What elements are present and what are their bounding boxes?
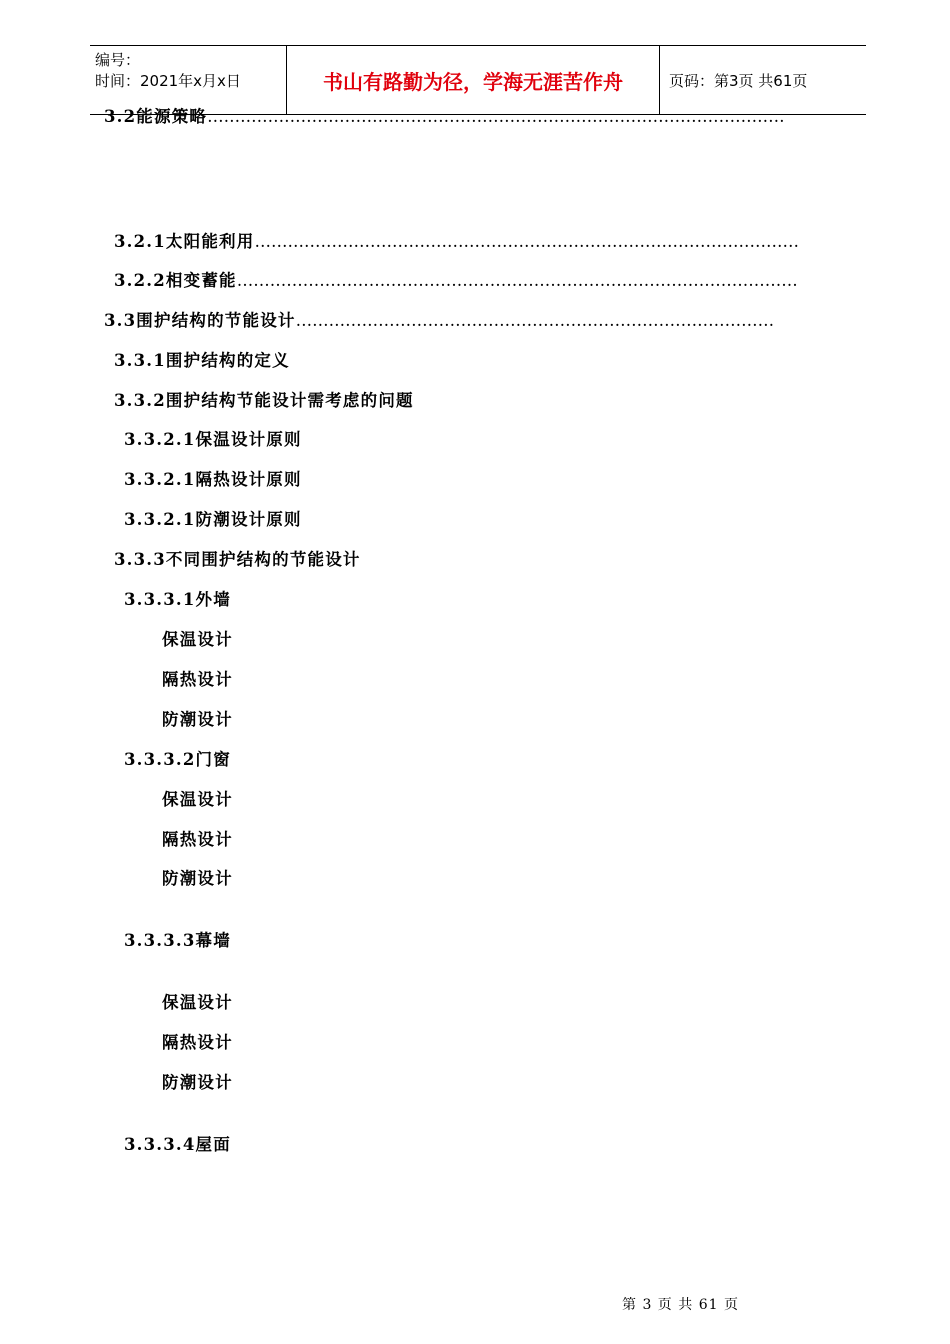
toc-entry-title: 3.3.2围护结构节能设计需考虑的问题 xyxy=(114,391,414,410)
toc-entry-title: 3.3.3.2门窗 xyxy=(124,750,231,769)
toc-entry xyxy=(114,390,414,412)
toc-entry-title: 3.2能源策略 xyxy=(104,107,208,126)
toc-leaders: …………………………………………………………………………………………… xyxy=(207,107,785,126)
toc-entry-title: 3.3.1围护结构的定义 xyxy=(114,351,290,370)
toc-leaders: ……………………………………………………………………………………… xyxy=(254,232,799,251)
toc-entry xyxy=(104,106,785,128)
toc-entry-title: 保温设计 xyxy=(162,630,233,649)
toc-entry xyxy=(114,350,290,372)
toc-entry xyxy=(162,992,233,1014)
toc-entry-title: 3.3围护结构的节能设计 xyxy=(104,311,296,330)
toc-entry xyxy=(162,669,233,691)
toc-entry xyxy=(124,429,302,451)
page-footer: 第 3 页 共 61 页 xyxy=(622,1297,739,1313)
toc-entry-title: 3.3.3.3幕墙 xyxy=(124,931,231,950)
toc-entry-title: 保温设计 xyxy=(162,790,233,809)
toc-entry xyxy=(114,270,798,292)
toc-entry-title: 3.2.1太阳能利用 xyxy=(114,232,255,251)
toc-entry xyxy=(162,1072,233,1094)
document-time: 时间：2021年x月x日 xyxy=(95,72,241,90)
toc-entry xyxy=(162,709,233,731)
toc-entry xyxy=(114,231,799,253)
toc-entry xyxy=(162,789,233,811)
toc-entry-title: 3.3.3.4屋面 xyxy=(124,1135,231,1154)
toc-entry-title: 3.3.3.1外墙 xyxy=(124,590,231,609)
toc-leaders: …………………………………………………………………………… xyxy=(295,311,775,330)
document-number: 编号： xyxy=(95,51,141,69)
toc-entry xyxy=(124,469,302,491)
toc-entry-title: 防潮设计 xyxy=(162,710,233,729)
toc-leaders: ………………………………………………………………………………………… xyxy=(236,271,798,290)
toc-entry xyxy=(162,629,233,651)
toc-entry-title: 3.3.3不同围护结构的节能设计 xyxy=(114,550,361,569)
toc-entry xyxy=(124,930,231,952)
toc-entry-title: 隔热设计 xyxy=(162,1033,233,1052)
toc-entry-title: 隔热设计 xyxy=(162,670,233,689)
toc-entry xyxy=(162,868,233,890)
toc-entry xyxy=(104,310,774,332)
header-page-number: 页码：第3页 共61页 xyxy=(669,71,808,90)
toc-entry xyxy=(162,1032,233,1054)
toc-entry-title: 隔热设计 xyxy=(162,830,233,849)
toc-entry xyxy=(124,1134,231,1156)
toc-entry-title: 3.3.2.1防潮设计原则 xyxy=(124,510,302,529)
toc-entry-title: 3.2.2相变蓄能 xyxy=(114,271,237,290)
page-header xyxy=(90,45,866,115)
toc-entry-title: 防潮设计 xyxy=(162,1073,233,1092)
toc-entry xyxy=(124,749,231,771)
toc-entry xyxy=(162,829,233,851)
header-motto: 书山有路勤为径，学海无涯苦作舟 xyxy=(286,46,660,114)
toc-entry-title: 保温设计 xyxy=(162,993,233,1012)
toc-entry-title: 防潮设计 xyxy=(162,869,233,888)
header-meta xyxy=(90,46,286,114)
toc-entry xyxy=(114,549,361,571)
toc-entry-title: 3.3.2.1隔热设计原则 xyxy=(124,470,302,489)
toc-entry xyxy=(124,509,302,531)
toc-entry-title: 3.3.2.1保温设计原则 xyxy=(124,430,302,449)
toc-entry xyxy=(124,589,231,611)
